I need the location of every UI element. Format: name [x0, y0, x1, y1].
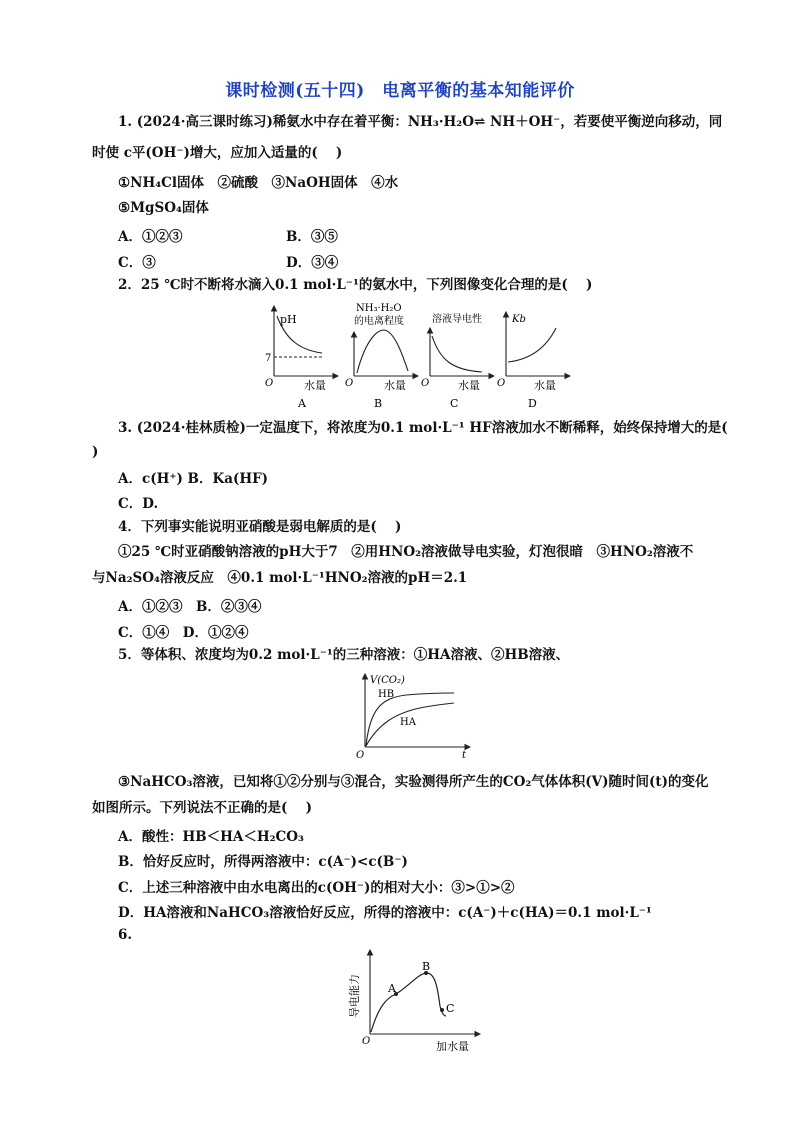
- q1-items-line1: ①NH₄Cl固体 ②硫酸 ③NaOH固体 ④水: [118, 175, 399, 191]
- graph-b-caption: B: [374, 397, 383, 410]
- q6-graph-ylabel: 导电能力: [348, 974, 361, 1018]
- q5-option-d: D．HA溶液和NaHCO₃溶液恰好反应，所得的溶液中：c(A⁻)＋c(HA)＝0.1 mol·L⁻¹: [118, 905, 652, 921]
- q6-graph-xlabel: 加水量: [436, 1040, 469, 1053]
- point-c-marker: [440, 1008, 444, 1012]
- graph-a-mark-7: 7: [265, 353, 272, 364]
- graph-d-xlabel: 水量: [534, 379, 556, 392]
- graph-a-ylabel: pH: [280, 313, 297, 326]
- q1-option-a: A．①②③: [118, 229, 183, 245]
- q2-graph-d: [497, 312, 570, 410]
- q5-graph-ylabel: V(CO₂): [370, 675, 405, 686]
- q5-option-a: A．酸性：HB＜HA＜H₂CO₃: [118, 829, 304, 845]
- q4-options-cd: C．①④ D．①②④: [118, 625, 249, 641]
- q4-options-ab: A．①②③ B．②③④: [118, 599, 262, 615]
- q1-option-b: B．③⑤: [286, 229, 338, 245]
- q2-graphs-figure: [256, 298, 576, 410]
- graph-c-origin: O: [421, 378, 430, 389]
- q4-facts-line2: 与Na₂SO₄溶液反应 ④0.1 mol·L⁻¹HNO₂溶液的pH＝2.1: [92, 570, 468, 586]
- graph-a-caption: A: [298, 397, 306, 410]
- q2-graph-c: [421, 312, 494, 410]
- conductivity-curve: [432, 336, 482, 372]
- q5-option-c: C．上述三种溶液中由水电离出的c(OH⁻)的相对大小：③>①>②: [118, 880, 515, 896]
- q5-graph-origin: O: [356, 750, 365, 760]
- q1-stem-line2: 时使 c平(OH⁻)增大，应加入适量的( ): [92, 145, 343, 161]
- graph-a-origin: O: [265, 378, 274, 389]
- q3-options-ab: A．c(H⁺) B．Ka(HF): [118, 471, 269, 487]
- point-b-label: B: [422, 960, 431, 973]
- q1-option-c: C．③: [118, 255, 156, 271]
- q1-stem-line1: 1. (2024·高三课时练习)稀氨水中存在着平衡：NH₃·H₂O⇌ NH＋OH⁻，若要使平衡逆向移动，同: [118, 114, 723, 130]
- q5-series-ha-label: HA: [400, 717, 416, 728]
- conductivity-curve: [371, 973, 446, 1032]
- q2-graph-b: [345, 303, 418, 410]
- q5-option-b: B．恰好反应时，所得两溶液中：c(A⁻)<c(B⁻): [118, 854, 408, 870]
- q5-stem: 5．等体积、浓度均为0.2 mol·L⁻¹的三种溶液：①HA溶液、②HB溶液、: [118, 647, 570, 663]
- q5-series-hb-label: HB: [378, 689, 395, 700]
- q6-number: 6.: [118, 927, 133, 943]
- q6-graph-origin: O: [362, 1036, 371, 1047]
- graph-c-ylabel: 溶液导电性: [432, 314, 482, 325]
- q6-conductivity-graph: [336, 944, 486, 1056]
- q2-graph-a: [265, 306, 338, 410]
- q3-stem-line1: 3. (2024·桂林质检)一定温度下，将浓度为0.1 mol·L⁻¹ HF溶液加水不断稀释，始终保持增大的是(: [118, 420, 728, 436]
- graph-b-ylabel-line2: 的电离程度: [354, 316, 404, 327]
- q2-stem: 2．25 ℃时不断将水滴入0.1 mol·L⁻¹的氨水中，下列图像变化合理的是( ): [118, 277, 593, 293]
- kb-curve: [508, 328, 556, 362]
- q4-facts-line1: ①25 ℃时亚硝酸钠溶液的pH大于7 ②用HNO₂溶液做导电实验，灯泡很暗 ③HNO₂溶液不: [118, 544, 694, 560]
- graph-d-caption: D: [528, 397, 537, 410]
- graph-d-ylabel: Kb: [512, 314, 526, 325]
- q5-graph-xlabel: t: [462, 750, 467, 760]
- graph-a-xlabel: 水量: [304, 379, 326, 392]
- q3-stem-line2: ): [92, 444, 99, 460]
- graph-b-xlabel: 水量: [384, 379, 406, 392]
- q3-options-cd: C．D.: [118, 496, 159, 512]
- graph-b-ylabel-line1: NH₃·H₂O: [356, 303, 402, 314]
- q5-co2-graph: [350, 668, 476, 760]
- graph-d-origin: O: [497, 378, 506, 389]
- ionization-curve: [357, 330, 408, 373]
- q1-option-d: D．③④: [286, 255, 339, 271]
- graph-b-origin: O: [345, 378, 354, 389]
- page-title: 课时检测(五十四) 电离平衡的基本知能评价: [225, 81, 575, 101]
- point-a-label: A: [388, 982, 396, 995]
- q5-desc-line2: 如图所示。下列说法不正确的是( ): [92, 800, 312, 816]
- graph-c-caption: C: [450, 397, 459, 410]
- q5-desc-line1: ③NaHCO₃溶液，已知将①②分别与③混合，实验测得所产生的CO₂气体体积(V)随时间(t)的变化: [118, 774, 709, 790]
- graph-c-xlabel: 水量: [458, 379, 480, 392]
- q4-stem: 4．下列事实能说明亚硝酸是弱电解质的是( ): [118, 519, 402, 535]
- point-c-label: C: [446, 1002, 455, 1015]
- q1-items-line2: ⑤MgSO₄固体: [118, 200, 209, 216]
